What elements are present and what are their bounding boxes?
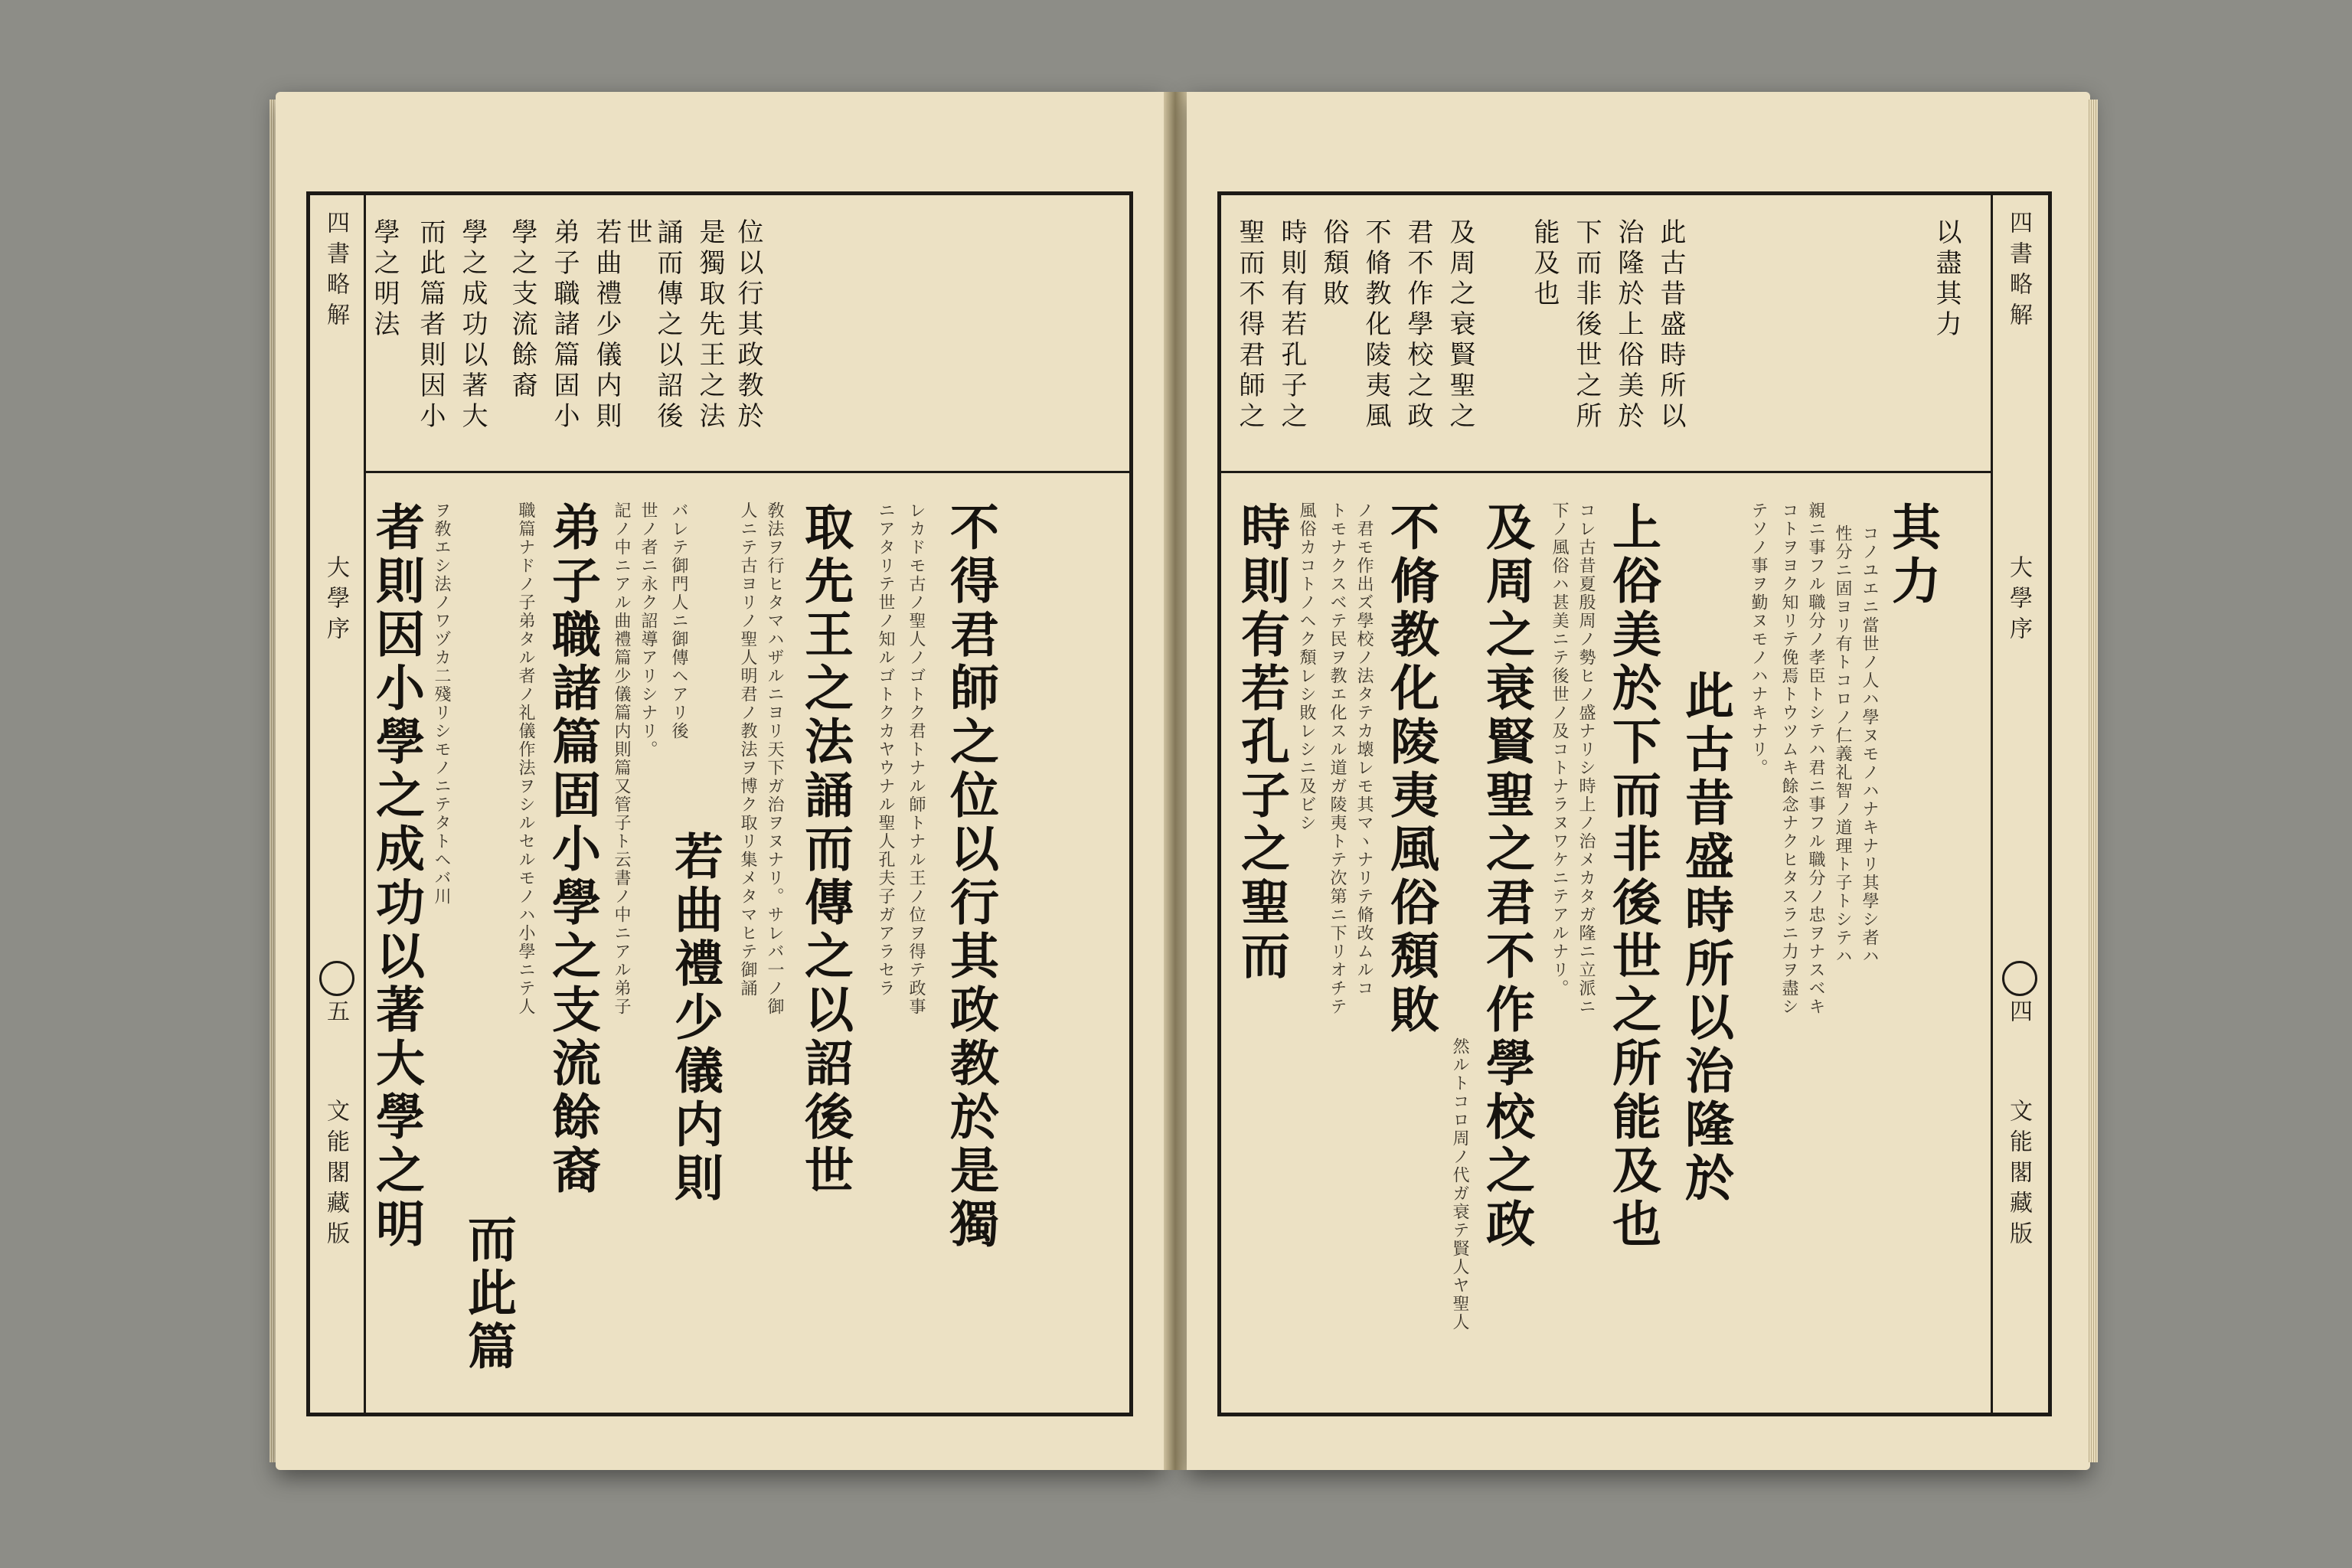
- right-upper-col: 此古昔盛時所以: [1655, 218, 1686, 433]
- right-gloss-col: ノ君モ作出ズ學校ノ法タテカ壊レモ其マヽナリテ脩改ムルコ: [1354, 501, 1374, 998]
- left-gloss-col: ニアタリテ世ノ知ルゴトクカヤウナル聖人孔夫子ガアラセラ: [876, 501, 895, 998]
- right-main-col: 時則有若孔子之聖而: [1233, 501, 1290, 984]
- right-fold-marker: [2002, 961, 2037, 996]
- right-upper-rule: [1221, 471, 1992, 473]
- left-gloss-col: 職篇ナドノ子弟タル者ノ礼儀作法ヲシルセルモノハ小學ニテ人: [516, 501, 535, 1016]
- book-spine: [1164, 92, 1187, 1470]
- left-gloss-col: 人ニテ古ヨリノ聖人明君ノ教法ヲ博ク取リ集メタマヒテ御誦: [738, 501, 757, 998]
- left-upper-col: 若曲禮少儀内則: [591, 218, 622, 433]
- left-upper-col: 學之明法: [369, 218, 400, 341]
- left-upper-col: 位以行其政教於: [733, 218, 763, 433]
- left-upper-col: 弟子職諸篇固小: [549, 218, 580, 433]
- right-upper-col: 下而非後世之所: [1571, 218, 1602, 433]
- right-upper-col: 治隆於上俗美於: [1613, 218, 1644, 433]
- right-gloss-col: テソノ事ヲ勤ヌモノハナキナリ。: [1749, 501, 1768, 777]
- right-upper-col: 君不作學校之政: [1403, 218, 1433, 433]
- left-upper-col: 學之支流餘裔: [507, 218, 537, 402]
- left-gloss-col: 敎法ヲ行ヒタマハザルニヨリ天下ガ治ヲヌナリ。サレバ一ノ御: [765, 501, 784, 1016]
- right-margin-publisher: 文能閣藏版: [2005, 1099, 2032, 1252]
- left-gloss-col: ヲ敎エシ法ノワヅカ二殘リシモノニテタトヘバ川: [432, 501, 451, 906]
- right-upper-col: 及周之衰賢聖之: [1445, 218, 1475, 433]
- right-upper-col: 能及也: [1529, 218, 1560, 310]
- right-main-col: 此古昔盛時所以治隆於: [1677, 670, 1734, 1206]
- right-margin-column: [1991, 195, 2047, 1413]
- left-upper-col: 而此篇者則因小: [415, 218, 446, 433]
- right-gloss-col: コトヲヨク知リテ俛焉トウツムキ餘念ナクヒタスラニ力ヲ盡シ: [1779, 501, 1798, 1016]
- left-text-frame: [306, 191, 1133, 1416]
- left-upper-rule: [366, 471, 1129, 473]
- left-main-col: 若曲禮少儀内則: [666, 831, 724, 1206]
- right-main-col: 及周之衰賢聖之君不作學校之政: [1478, 501, 1535, 1252]
- right-gloss-col: 性分ニ固ヨリ有トコロノ仁義礼智ノ道理ト子トシテハ: [1833, 524, 1852, 965]
- right-main-col: 上俗美於下而非後世之所能及也: [1604, 501, 1661, 1252]
- left-main-col: 而此篇: [459, 1214, 517, 1374]
- left-page: [276, 92, 1164, 1470]
- left-upper-col: 誦而傳之以詔後: [652, 218, 683, 433]
- right-gloss-col: コノユエニ當世ノ人ハ學ヌモノハナキナリ其學シ者ハ: [1860, 524, 1879, 965]
- left-margin-column: [310, 195, 366, 1413]
- open-book: [276, 92, 2098, 1470]
- right-upper-col: 俗頽敗: [1318, 218, 1349, 310]
- left-margin-publisher: 文能閣藏版: [322, 1099, 349, 1252]
- left-gloss-col: 世ノ者ニ永ク詔導アリシナリ。: [639, 501, 658, 759]
- left-upper-col: 世: [622, 218, 652, 249]
- right-gloss-col: 親ニ事フル職分ノ孝臣トシテハ君ニ事フル職分ノ忠ヲナスベキ: [1806, 501, 1825, 1016]
- right-upper-col: 以盡其力: [1931, 218, 1962, 341]
- right-margin-section: 大學序: [2005, 555, 2032, 647]
- left-upper-col: 是獨取先王之法: [694, 218, 725, 433]
- left-main-col: 取先王之法誦而傳之以詔後世: [796, 501, 854, 1198]
- right-upper-col: 時則有若孔子之: [1276, 218, 1307, 433]
- left-main-col: 弟子職諸篇固小學之支流餘裔: [544, 501, 601, 1198]
- left-margin-section: 大學序: [322, 555, 349, 647]
- right-upper-col: 聖而不得君師之: [1234, 218, 1265, 433]
- left-upper-col: 學之成功以著大: [457, 218, 488, 433]
- right-main-col: 其力: [1883, 501, 1941, 609]
- page-edges-right: [2089, 100, 2098, 1462]
- left-gloss-col: 記ノ中ニアル曲禮篇少儀篇内則篇又管子ト云書ノ中ニアル弟子: [612, 501, 631, 1016]
- left-gloss-col: レカドモ古ノ聖人ノゴトク君トナル師トナル王ノ位ヲ得テ政事: [906, 501, 926, 1016]
- right-margin-header: 四書略解: [2005, 211, 2032, 333]
- right-gloss-col: コレ古昔夏殷周ノ勢ヒノ盛ナリシ時上ノ治メカタガ隆ニ立派ニ: [1576, 501, 1596, 1016]
- right-gloss-col: 風俗カコトノヘク頽レシ敗レシニ及ビシ: [1297, 501, 1316, 832]
- right-margin-page-number: 四: [2005, 999, 2032, 1030]
- right-text-frame: [1217, 191, 2052, 1416]
- left-fold-marker: [319, 961, 354, 996]
- right-main-col: 不脩教化陵夷風俗頽敗: [1382, 501, 1439, 1037]
- right-page: [1187, 92, 2090, 1470]
- right-gloss-col: 然ルトコロ周ノ代ガ衰テ賢人ヤ聖人: [1450, 1037, 1469, 1331]
- left-gloss-col: バレテ御門人ニ御傳ヘアリ後: [669, 501, 688, 740]
- left-margin-page-number: 五: [322, 999, 349, 1030]
- left-main-col: 者則因小學之成功以著大學之明: [368, 501, 425, 1252]
- left-main-col: 不得君師之位以行其政教於是獨: [942, 501, 999, 1252]
- right-gloss-col: トモナクスベテ民ヲ教エ化スル道ガ陵夷トテ次第ニ下リオチテ: [1328, 501, 1347, 1016]
- right-upper-col: 不脩教化陵夷風: [1361, 218, 1391, 433]
- right-gloss-col: 下ノ風俗ハ甚美ニテ後世ノ及コトナラヌワケニテアルナリ。: [1550, 501, 1569, 998]
- left-margin-header: 四書略解: [322, 211, 349, 333]
